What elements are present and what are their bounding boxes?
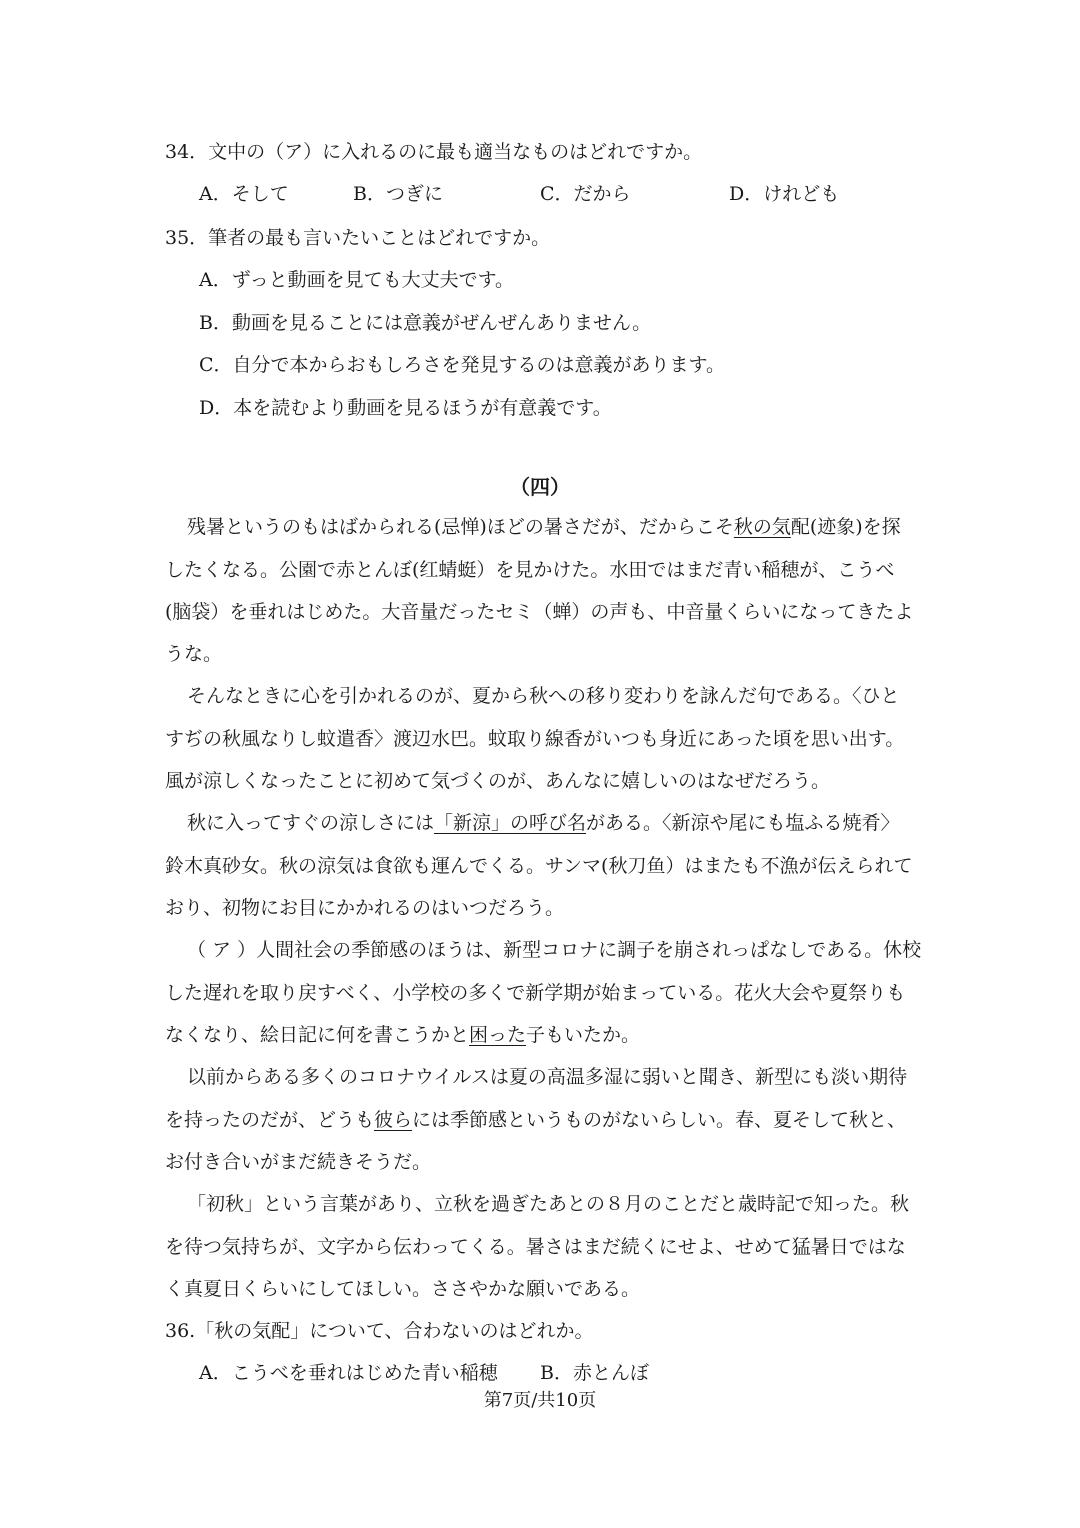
passage-p6-line3: く真夏日くらいにしてほしい。ささやかな願いである。 bbox=[165, 1278, 641, 1300]
q34-option-b: B．つぎに bbox=[353, 183, 443, 205]
q35-option-d: D．本を読むより動画を見るほうが有意義です。 bbox=[199, 397, 612, 419]
passage-p4-line3 bbox=[165, 1026, 640, 1045]
passage-p1-line2: したくなる。公園で赤とんぼ(红蜻蜓）を見かけた。水田ではまだ青い稲穂が、こうべ bbox=[165, 559, 895, 581]
passage-p4-line2: した遅れを取り戻すべく、小学校の多くで新学期が始まっている。花火大会や夏祭りも bbox=[165, 982, 906, 1004]
q34-option-a: A．そして bbox=[199, 183, 289, 205]
underlined-word-komatta: 困った bbox=[469, 1024, 527, 1046]
passage-p1-line1 bbox=[187, 518, 901, 537]
question-34: 34．文中の（ア）に入れるのに最も適当なものはどれですか。 bbox=[165, 141, 703, 163]
section-title: （四） bbox=[510, 475, 570, 499]
passage-p1-line4: うな。 bbox=[165, 643, 223, 665]
passage-p6-line1: 「初秋」という言葉があり、立秋を過ぎたあとの８月のことだと歳時記で知った。秋 bbox=[187, 1193, 910, 1215]
passage-p2-line3: 風が涼しくなったことに初めて気づくのが、あんなに嬉しいのはなぜだろう。 bbox=[165, 770, 831, 792]
passage-p3-line3: おり、初物にお目にかかれるのはいつだろう。 bbox=[165, 897, 565, 919]
passage-p2-line1: そんなときに心を引かれるのが、夏から秋への移り変わりを詠んだ句である。〈ひと bbox=[187, 685, 900, 707]
passage-p3-line2: 鈴木真砂女。秋の涼気は食欲も運んでくる。サンマ(秋刀鱼）はまたも不漁が伝えられて bbox=[165, 855, 913, 877]
text-run: 子もいたか。 bbox=[526, 1024, 641, 1046]
q35-option-c: C．自分で本からおもしろさを発見するのは意義があります。 bbox=[199, 354, 726, 376]
q34-option-c: C．だから bbox=[540, 183, 631, 205]
text-run: 秋に入ってすぐの涼しさには bbox=[187, 812, 435, 834]
underlined-phrase-aki-no-kehai: 秋の気 bbox=[733, 516, 791, 538]
passage-p4-line1: （ ア ）人間社会の季節感のほうは、新型コロナに調子を崩されっぱなしである。休校 bbox=[187, 939, 922, 961]
passage-p6-line2: を待つ気持ちが、文字から伝わってくる。暑さはまだ続くにせよ、せめて猛暑日ではな bbox=[165, 1236, 906, 1258]
passage-p5-line3: お付き合いがまだ続きそうだ。 bbox=[165, 1151, 432, 1173]
text-run: がある。〈新涼や尾にも塩ふる焼肴〉 bbox=[586, 812, 900, 834]
underlined-phrase-shinryo: 「新涼」の呼び名 bbox=[434, 812, 587, 834]
passage-p5-line1: 以前からある多くのコロナウイルスは夏の高温多湿に弱いと聞き、新型にも淡い期待 bbox=[187, 1066, 908, 1088]
text-run: 配(迹象)を探 bbox=[790, 516, 901, 538]
question-36: 36.「秋の気配」について、合わないのはどれか。 bbox=[165, 1320, 594, 1342]
text-run: 残暑というのもはばかられる(忌惮)ほどの暑さだが、だからこそ bbox=[187, 516, 734, 538]
passage-p1-line3: (脑袋）を垂れはじめた。大音量だったセミ（蝉）の声も、中音量くらいになってきたよ bbox=[165, 601, 914, 623]
q35-option-b: B．動画を見ることには意義がぜんぜんありません。 bbox=[199, 312, 652, 334]
passage-p3-line1 bbox=[187, 814, 900, 833]
q36-option-b: B．赤とんぼ bbox=[540, 1362, 649, 1384]
underlined-word-karera: 彼ら bbox=[374, 1109, 413, 1131]
question-35: 35．筆者の最も言いたいことはどれですか。 bbox=[165, 227, 551, 249]
text-run: には季節感というものがないらしい。春、夏そして秋と、 bbox=[412, 1109, 907, 1131]
passage-p5-line2 bbox=[165, 1111, 906, 1130]
text-run: を持ったのだが、どうも bbox=[165, 1109, 375, 1131]
page-number-footer: 第7页/共10页 bbox=[483, 1390, 597, 1411]
q35-option-a: A．ずっと動画を見ても大丈夫です。 bbox=[199, 269, 515, 291]
text-run: なくなり、絵日記に何を書こうかと bbox=[165, 1024, 470, 1046]
q34-option-d: D．けれども bbox=[729, 183, 840, 205]
q36-option-a: A．こうべを垂れはじめた青い稲穂 bbox=[199, 1362, 498, 1384]
passage-p2-line2: すぢの秋風なりし蚊遣香〉渡辺水巴。蚊取り線香がいつも身近にあった頃を思い出す。 bbox=[165, 728, 905, 750]
